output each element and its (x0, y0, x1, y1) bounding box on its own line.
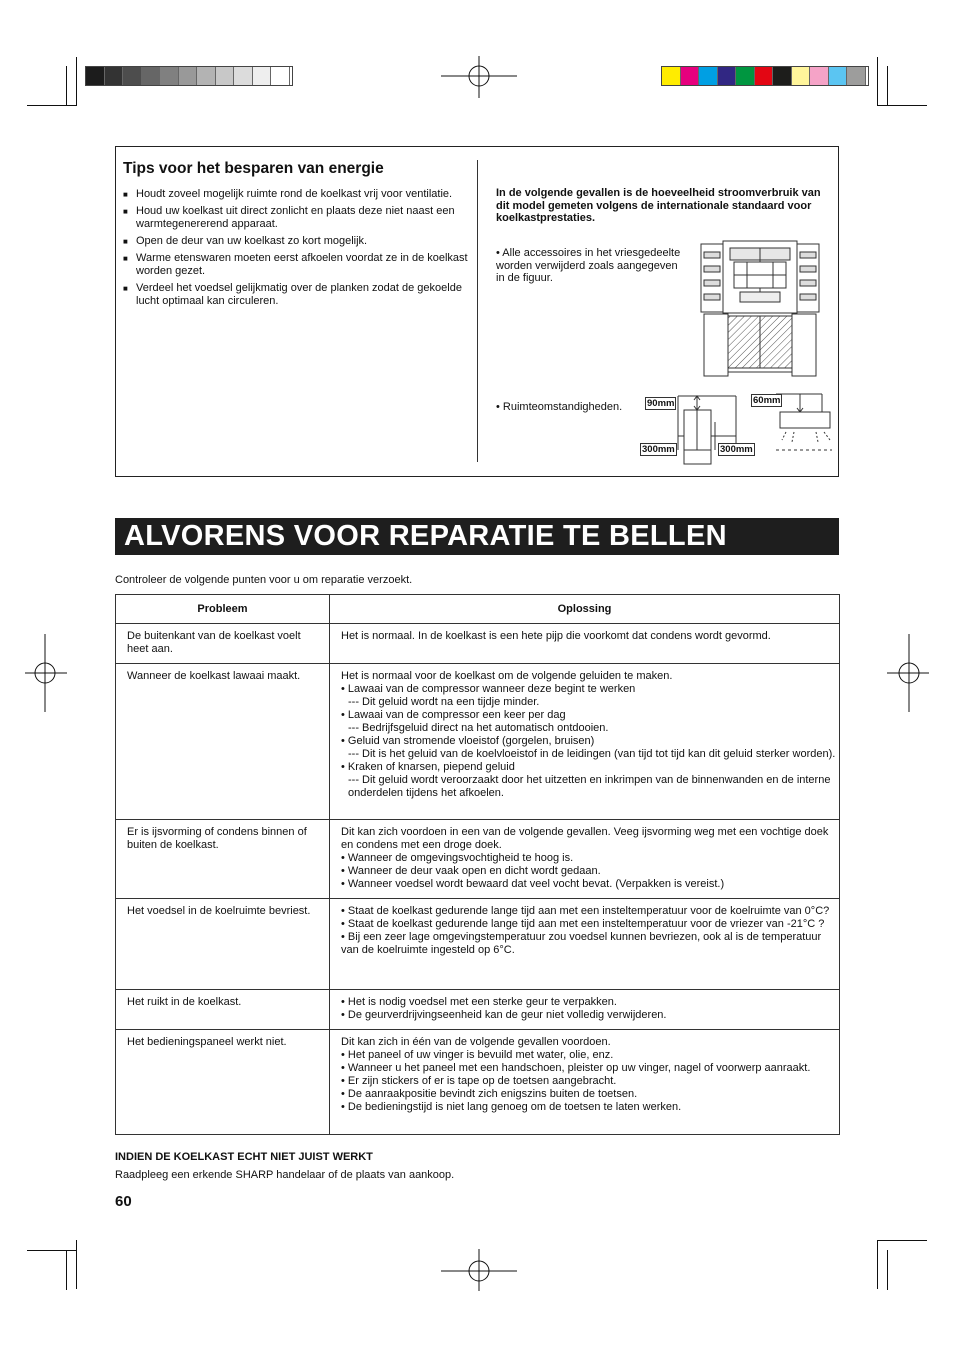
solution-line: Dit kan zich in één van de volgende gevallen voordoen. (341, 1036, 611, 1048)
gray-calibration-bar (85, 66, 293, 86)
solution-cell (330, 624, 840, 664)
solution-line: • Wanneer u het paneel met een handschoen, pleister op uw vinger, nagel of voorwerp aanraakt. (341, 1062, 811, 1074)
calibration-swatch (86, 67, 105, 85)
calibration-swatch (253, 67, 272, 85)
tips-title: Tips voor het besparen van energie (123, 160, 384, 177)
crop-mark (76, 57, 77, 106)
registration-target-icon (25, 634, 67, 712)
crop-mark (877, 1240, 878, 1289)
problem-cell: Wanneer de koelkast lawaai maakt. (116, 664, 330, 820)
calibration-swatch (197, 67, 216, 85)
table-row (116, 1030, 840, 1135)
solution-line: • Wanneer de omgevingsvochtigheid te hoog is. (341, 852, 574, 864)
calibration-swatch (160, 67, 179, 85)
standard-note: In de volgende gevallen is de hoeveelheid stroomverbruik van dit model gemeten volgens de internationale standaard voor koelkastprestaties. (496, 187, 821, 224)
calibration-swatch (755, 67, 774, 85)
divider (477, 160, 478, 462)
solution-line: • Lawaai van de compressor een keer per dag (341, 709, 566, 721)
solution-cell (330, 990, 840, 1030)
list-item: ■ Warme etenswaren moeten eerst afkoelen voordat ze in de koelkast worden gezet. (123, 252, 468, 278)
solution-line: Het is normaal. In de koelkast is een hete pijp die voorkomt dat condens wordt gevormd. (341, 630, 771, 642)
solution-line: • Het paneel of uw vinger is bevuild met water, olie, enz. (341, 1049, 614, 1061)
solution-line: --- Dit geluid wordt na een tijdje minder. (348, 696, 540, 708)
solution-line: • Er zijn stickers of er is tape op de toetsen aangebracht. (341, 1075, 617, 1087)
solution-line: • Staat de koelkast gedurende lange tijd aan met een insteltemperatuur voor de vriezer van -21°C ? (341, 918, 825, 930)
calibration-swatch (271, 67, 290, 85)
solution-cell (330, 664, 840, 820)
color-calibration-bar (661, 66, 869, 86)
calibration-swatch (718, 67, 737, 85)
solution-line: Dit kan zich voordoen in een van de volgende gevallen. Veeg ijsvorming weg met een vochtige doek en condens met een droge doek. (341, 826, 829, 851)
table-header-row (116, 595, 840, 624)
problem-cell: Er is ijsvorming of condens binnen of buiten de koelkast. (116, 820, 330, 899)
calibration-swatch (234, 67, 253, 85)
table-row (116, 899, 840, 990)
calibration-swatch (792, 67, 811, 85)
calibration-swatch (216, 67, 235, 85)
calibration-swatch (142, 67, 161, 85)
solution-cell (330, 820, 840, 899)
clearance-top-label: 90mm (647, 398, 675, 409)
page-title: ALVORENS VOOR REPARATIE TE BELLEN (115, 518, 839, 555)
solution-line: • De aanraakpositie bevindt zich enigszins buiten de toetsen. (341, 1088, 638, 1100)
crop-mark (887, 66, 888, 106)
solution-line: • Wanneer de deur vaak open en dicht wordt gedaan. (341, 865, 601, 877)
crop-mark (877, 105, 927, 106)
solution-line: --- Dit is het geluid van de koelvloeistof in de leidingen (van tijd tot tijd kan dit geluid sterker worden). (348, 748, 836, 760)
crop-mark (877, 57, 878, 106)
calibration-swatch (662, 67, 681, 85)
table-row (116, 664, 840, 820)
solution-line: --- Dit geluid wordt veroorzaakt door het uitzetten en inkrimpen van de binnenwanden en de interne onderdelen tijdens het afkoelen. (348, 774, 831, 799)
tips-list (123, 188, 468, 312)
calibration-swatch (847, 67, 866, 85)
crop-mark (66, 66, 67, 106)
solution-cell (330, 899, 840, 990)
spacing-note: • Ruimteomstandigheden. (496, 401, 623, 413)
solution-line: • Wanneer voedsel wordt bewaard dat veel vocht bevat. (Verpakken is vereist.) (341, 878, 725, 890)
clearance-side-label: 60mm (753, 395, 781, 406)
clearance-right-label: 300mm (720, 444, 753, 455)
solution-line: • Bij een zeer lage omgevingstemperatuur zou voedsel kunnen bevriezen, ook al is de temperatuur van de koelruimte ingesteld op 6°C. (341, 931, 822, 956)
table-row (116, 820, 840, 899)
footer-heading: INDIEN DE KOELKAST ECHT NIET JUIST WERKT (115, 1151, 373, 1163)
accessories-note: • Alle accessoires in het vriesgedeelte worden verwijderd zoals aangegeven in de figuur. (496, 247, 681, 284)
crop-mark (66, 1250, 67, 1290)
solution-line: • Geluid van stromende vloeistof (gorgelen, bruisen) (341, 735, 595, 747)
problem-cell: Het bedieningspaneel werkt niet. (116, 1030, 330, 1135)
fridge-open-doors-illustration (700, 240, 820, 380)
registration-target-icon (441, 1249, 517, 1291)
solution-cell (330, 1030, 840, 1135)
problem-cell: Het voedsel in de koelruimte bevriest. (116, 899, 330, 990)
crop-mark (27, 105, 77, 106)
solution-line: • Staat de koelkast gedurende lange tijd aan met een insteltemperatuur voor de koelruimte van 0°C? (341, 905, 830, 917)
solution-line: • De geurverdrijvingseenheid kan de geur niet volledig verwijderen. (341, 1009, 667, 1021)
solution-line: • Lawaai van de compressor wanneer deze begint te werken (341, 683, 636, 695)
crop-mark (76, 1240, 77, 1289)
solution-line: • Het is nodig voedsel met een sterke geur te verpakken. (341, 996, 617, 1008)
table-row (116, 624, 840, 664)
calibration-swatch (123, 67, 142, 85)
troubleshooting-table (115, 594, 840, 1135)
problem-cell: Het ruikt in de koelkast. (116, 990, 330, 1030)
list-item: ■ Verdeel het voedsel gelijkmatig over de planken zodat de gekoelde lucht optimaal kan circuleren. (123, 282, 468, 308)
crop-mark (877, 1240, 927, 1241)
intro-text: Controleer de volgende punten voor u om reparatie verzoekt. (115, 574, 413, 586)
calibration-swatch (736, 67, 755, 85)
solution-line: Het is normaal voor de koelkast om de volgende geluiden te maken. (341, 670, 673, 682)
footer-text: Raadpleeg een erkende SHARP handelaar of de plaats van aankoop. (115, 1169, 455, 1181)
calibration-swatch (699, 67, 718, 85)
crop-mark (27, 1250, 77, 1251)
calibration-swatch (773, 67, 792, 85)
list-item: ■ Houd uw koelkast uit direct zonlicht en plaats deze niet naast een warmtegenererend apparaat. (123, 205, 468, 231)
calibration-swatch (179, 67, 198, 85)
clearance-left-label: 300mm (642, 444, 675, 455)
solution-line: • De bedieningstijd is niet lang genoeg om de toetsen te laten werken. (341, 1101, 682, 1113)
solution-line: • Kraken of knarsen, piepend geluid (341, 761, 515, 773)
calibration-swatch (829, 67, 848, 85)
column-header-problem: Probleem (116, 595, 330, 624)
registration-target-icon (887, 634, 929, 712)
list-item: ■ Open de deur van uw koelkast zo kort mogelijk. (123, 235, 468, 248)
crop-mark (887, 1250, 888, 1290)
registration-target-icon (441, 56, 517, 98)
calibration-swatch (681, 67, 700, 85)
list-item: ■ Houdt zoveel mogelijk ruimte rond de koelkast vrij voor ventilatie. (123, 188, 468, 201)
calibration-swatch (105, 67, 124, 85)
solution-line: --- Bedrijfsgeluid direct na het automatisch ontdooien. (348, 722, 609, 734)
page-number: 60 (115, 1193, 132, 1210)
calibration-swatch (810, 67, 829, 85)
column-header-solution: Oplossing (330, 595, 840, 624)
problem-cell: De buitenkant van de koelkast voelt heet aan. (116, 624, 330, 664)
table-row (116, 990, 840, 1030)
